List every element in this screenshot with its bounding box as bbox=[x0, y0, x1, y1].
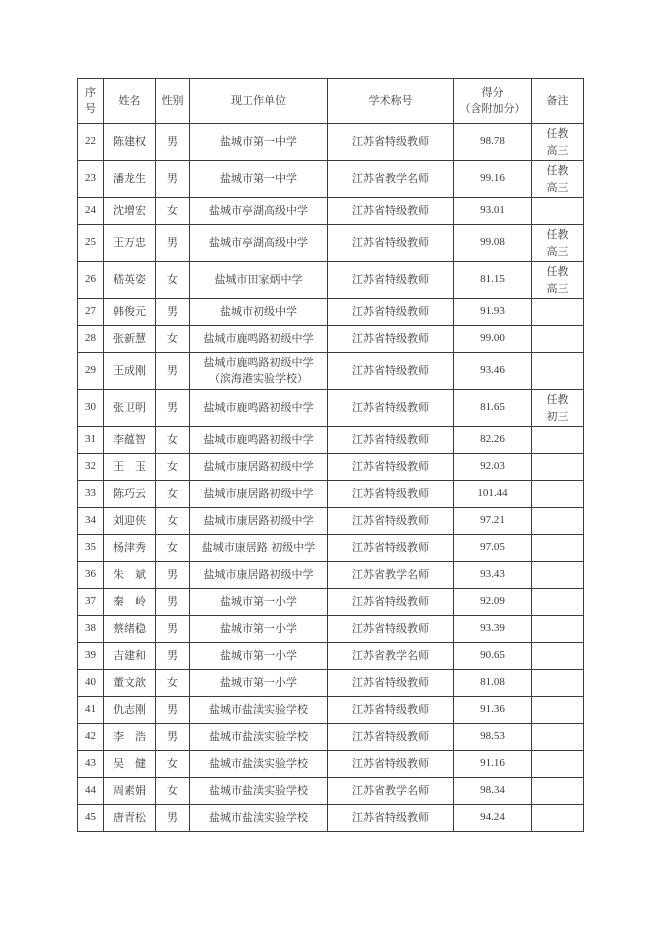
cell-index: 28 bbox=[78, 326, 104, 353]
unit-line: 盐城市田家炳中学 bbox=[214, 273, 303, 287]
table-row bbox=[78, 454, 584, 481]
unit-line: （滨海港实验学校） bbox=[209, 372, 308, 385]
cell-score: 93.46 bbox=[454, 353, 532, 390]
cell-index: 36 bbox=[78, 562, 104, 589]
unit-line: 盐城市康居路初级中学 bbox=[203, 568, 314, 582]
table-row bbox=[78, 724, 584, 751]
header-index: 序 号 bbox=[78, 79, 104, 124]
unit-line: 盐城市康居路初级中学 bbox=[203, 460, 314, 474]
header-row bbox=[78, 79, 584, 124]
cell-unit bbox=[190, 225, 328, 262]
cell-unit bbox=[190, 508, 328, 535]
table-row bbox=[78, 198, 584, 225]
cell-name: 周素娟 bbox=[104, 778, 156, 805]
unit-line: 盐城市康居路初级中学 bbox=[203, 514, 314, 528]
unit-line: 盐城市第一小学 bbox=[220, 595, 297, 609]
cell-index: 43 bbox=[78, 751, 104, 778]
cell-gender: 女 bbox=[156, 326, 190, 353]
table-row bbox=[78, 481, 584, 508]
cell-score: 101.44 bbox=[454, 481, 532, 508]
cell-index: 41 bbox=[78, 697, 104, 724]
cell-index: 39 bbox=[78, 643, 104, 670]
cell-title: 江苏省特级教师 bbox=[328, 535, 454, 562]
cell-unit bbox=[190, 454, 328, 481]
cell-unit bbox=[190, 353, 328, 390]
cell-index: 31 bbox=[78, 427, 104, 454]
cell-remark bbox=[532, 454, 584, 481]
cell-score: 82.26 bbox=[454, 427, 532, 454]
cell-gender: 男 bbox=[156, 724, 190, 751]
table-row bbox=[78, 643, 584, 670]
unit-line: 盐城市初级中学 bbox=[220, 305, 297, 319]
header-remark: 备注 bbox=[532, 79, 584, 124]
cell-remark bbox=[532, 562, 584, 589]
cell-remark bbox=[532, 724, 584, 751]
cell-index: 42 bbox=[78, 724, 104, 751]
cell-name: 刘迎侠 bbox=[104, 508, 156, 535]
cell-title: 江苏省特级教师 bbox=[328, 697, 454, 724]
cell-title: 江苏省特级教师 bbox=[328, 299, 454, 326]
cell-gender: 男 bbox=[156, 589, 190, 616]
cell-name: 嵇英姿 bbox=[104, 262, 156, 299]
cell-name: 董文歆 bbox=[104, 670, 156, 697]
cell-name: 王 玉 bbox=[104, 454, 156, 481]
cell-name: 吴 健 bbox=[104, 751, 156, 778]
cell-title: 江苏省特级教师 bbox=[328, 751, 454, 778]
cell-name: 唐青松 bbox=[104, 805, 156, 832]
cell-remark bbox=[532, 262, 584, 299]
unit-line: 盐城市康居路 初级中学 bbox=[201, 541, 316, 555]
remark-line: 任教 bbox=[546, 264, 569, 278]
cell-title: 江苏省特级教师 bbox=[328, 724, 454, 751]
unit-line: 盐城市盐渎实验学校 bbox=[209, 730, 308, 744]
cell-remark bbox=[532, 670, 584, 697]
cell-name: 韩俊元 bbox=[104, 299, 156, 326]
remark-line: 初三 bbox=[546, 410, 569, 423]
cell-score: 98.78 bbox=[454, 124, 532, 161]
header-title: 学术称号 bbox=[328, 79, 454, 124]
cell-score: 97.21 bbox=[454, 508, 532, 535]
unit-line: 盐城市第一中学 bbox=[220, 172, 297, 186]
cell-remark bbox=[532, 751, 584, 778]
unit-line: 盐城市第一小学 bbox=[220, 676, 297, 690]
cell-index: 44 bbox=[78, 778, 104, 805]
cell-remark bbox=[532, 124, 584, 161]
cell-gender: 女 bbox=[156, 454, 190, 481]
cell-title: 江苏省特级教师 bbox=[328, 670, 454, 697]
cell-index: 32 bbox=[78, 454, 104, 481]
table-row bbox=[78, 670, 584, 697]
cell-title: 江苏省特级教师 bbox=[328, 326, 454, 353]
table-row bbox=[78, 697, 584, 724]
table-row bbox=[78, 589, 584, 616]
cell-unit bbox=[190, 562, 328, 589]
unit-line: 盐城市第一小学 bbox=[220, 649, 297, 663]
cell-index: 22 bbox=[78, 124, 104, 161]
remark-line: 高三 bbox=[546, 245, 569, 258]
cell-name: 潘龙生 bbox=[104, 161, 156, 198]
unit-line: 盐城市盐渎实验学校 bbox=[209, 811, 308, 825]
cell-remark bbox=[532, 198, 584, 225]
cell-name: 王成刚 bbox=[104, 353, 156, 390]
cell-name: 陈建权 bbox=[104, 124, 156, 161]
cell-unit bbox=[190, 427, 328, 454]
cell-gender: 男 bbox=[156, 353, 190, 390]
cell-score: 81.08 bbox=[454, 670, 532, 697]
cell-unit bbox=[190, 697, 328, 724]
cell-name: 仇志刚 bbox=[104, 697, 156, 724]
cell-gender: 女 bbox=[156, 535, 190, 562]
cell-title: 江苏省特级教师 bbox=[328, 198, 454, 225]
cell-title: 江苏省特级教师 bbox=[328, 589, 454, 616]
cell-title: 江苏省教学名师 bbox=[328, 562, 454, 589]
cell-index: 25 bbox=[78, 225, 104, 262]
cell-score: 98.53 bbox=[454, 724, 532, 751]
cell-title: 江苏省特级教师 bbox=[328, 481, 454, 508]
cell-name: 朱 斌 bbox=[104, 562, 156, 589]
cell-unit bbox=[190, 535, 328, 562]
cell-title: 江苏省特级教师 bbox=[328, 124, 454, 161]
cell-gender: 男 bbox=[156, 643, 190, 670]
cell-remark bbox=[532, 589, 584, 616]
cell-remark bbox=[532, 643, 584, 670]
cell-title: 江苏省教学名师 bbox=[328, 643, 454, 670]
cell-index: 29 bbox=[78, 353, 104, 390]
cell-score: 94.24 bbox=[454, 805, 532, 832]
cell-unit bbox=[190, 616, 328, 643]
cell-unit bbox=[190, 124, 328, 161]
cell-remark bbox=[532, 805, 584, 832]
header-score: 得分 （含附加分） bbox=[454, 79, 532, 124]
table-row bbox=[78, 124, 584, 161]
unit-line: 盐城市鹿鸣路初级中学 bbox=[203, 356, 314, 370]
table-row bbox=[78, 616, 584, 643]
cell-gender: 女 bbox=[156, 508, 190, 535]
cell-remark bbox=[532, 353, 584, 390]
cell-score: 93.43 bbox=[454, 562, 532, 589]
cell-unit bbox=[190, 724, 328, 751]
cell-index: 40 bbox=[78, 670, 104, 697]
cell-score: 92.03 bbox=[454, 454, 532, 481]
cell-score: 93.39 bbox=[454, 616, 532, 643]
header-unit: 现工作单位 bbox=[190, 79, 328, 124]
cell-unit bbox=[190, 778, 328, 805]
cell-gender: 男 bbox=[156, 161, 190, 198]
cell-name: 蔡绪稳 bbox=[104, 616, 156, 643]
cell-gender: 女 bbox=[156, 262, 190, 299]
unit-line: 盐城市盐渎实验学校 bbox=[209, 784, 308, 798]
cell-gender: 男 bbox=[156, 616, 190, 643]
cell-unit bbox=[190, 805, 328, 832]
remark-line: 任教 bbox=[546, 392, 569, 406]
cell-gender: 男 bbox=[156, 124, 190, 161]
table-row bbox=[78, 562, 584, 589]
cell-remark bbox=[532, 326, 584, 353]
cell-score: 99.00 bbox=[454, 326, 532, 353]
cell-score: 93.01 bbox=[454, 198, 532, 225]
cell-remark bbox=[532, 535, 584, 562]
table-row bbox=[78, 508, 584, 535]
cell-gender: 男 bbox=[156, 805, 190, 832]
cell-name: 吉建和 bbox=[104, 643, 156, 670]
unit-line: 盐城市盐渎实验学校 bbox=[209, 703, 308, 717]
remark-line: 高三 bbox=[546, 181, 569, 194]
table-row bbox=[78, 805, 584, 832]
cell-name: 秦 岭 bbox=[104, 589, 156, 616]
cell-unit bbox=[190, 643, 328, 670]
unit-line: 盐城市第一小学 bbox=[220, 622, 297, 636]
cell-remark bbox=[532, 299, 584, 326]
table-row bbox=[78, 427, 584, 454]
cell-remark bbox=[532, 616, 584, 643]
cell-score: 99.16 bbox=[454, 161, 532, 198]
cell-index: 37 bbox=[78, 589, 104, 616]
unit-line: 盐城市鹿鸣路初级中学 bbox=[203, 401, 314, 415]
cell-title: 江苏省特级教师 bbox=[328, 454, 454, 481]
remark-line: 任教 bbox=[546, 227, 569, 241]
unit-line: 盐城市第一中学 bbox=[220, 135, 297, 149]
cell-unit bbox=[190, 161, 328, 198]
cell-title: 江苏省特级教师 bbox=[328, 805, 454, 832]
cell-score: 81.65 bbox=[454, 390, 532, 427]
cell-score: 90.65 bbox=[454, 643, 532, 670]
remark-line: 任教 bbox=[546, 163, 569, 177]
cell-unit bbox=[190, 751, 328, 778]
cell-gender: 男 bbox=[156, 299, 190, 326]
table-row bbox=[78, 390, 584, 427]
cell-name: 杨津秀 bbox=[104, 535, 156, 562]
cell-index: 35 bbox=[78, 535, 104, 562]
unit-line: 盐城市鹿鸣路初级中学 bbox=[203, 332, 314, 346]
cell-score: 81.15 bbox=[454, 262, 532, 299]
table-row bbox=[78, 262, 584, 299]
cell-name: 李 浩 bbox=[104, 724, 156, 751]
cell-title: 江苏省特级教师 bbox=[328, 390, 454, 427]
cell-score: 92.09 bbox=[454, 589, 532, 616]
cell-index: 45 bbox=[78, 805, 104, 832]
cell-title: 江苏省特级教师 bbox=[328, 508, 454, 535]
cell-remark bbox=[532, 390, 584, 427]
cell-gender: 女 bbox=[156, 427, 190, 454]
cell-gender: 男 bbox=[156, 390, 190, 427]
table-row bbox=[78, 535, 584, 562]
table-row bbox=[78, 225, 584, 262]
cell-score: 98.34 bbox=[454, 778, 532, 805]
cell-index: 38 bbox=[78, 616, 104, 643]
cell-index: 26 bbox=[78, 262, 104, 299]
cell-unit bbox=[190, 262, 328, 299]
cell-title: 江苏省教学名师 bbox=[328, 161, 454, 198]
cell-name: 李蕴智 bbox=[104, 427, 156, 454]
cell-remark bbox=[532, 778, 584, 805]
cell-remark bbox=[532, 697, 584, 724]
cell-name: 张新慧 bbox=[104, 326, 156, 353]
cell-remark bbox=[532, 427, 584, 454]
remark-line: 高三 bbox=[546, 282, 569, 295]
cell-index: 24 bbox=[78, 198, 104, 225]
cell-score: 91.16 bbox=[454, 751, 532, 778]
cell-score: 91.93 bbox=[454, 299, 532, 326]
cell-title: 江苏省特级教师 bbox=[328, 262, 454, 299]
cell-name: 王万忠 bbox=[104, 225, 156, 262]
cell-name: 张卫明 bbox=[104, 390, 156, 427]
remark-line: 任教 bbox=[546, 126, 569, 140]
unit-line: 盐城市亭湖高级中学 bbox=[209, 236, 308, 250]
table-row bbox=[78, 326, 584, 353]
cell-unit bbox=[190, 326, 328, 353]
cell-index: 34 bbox=[78, 508, 104, 535]
table-row bbox=[78, 353, 584, 390]
cell-gender: 男 bbox=[156, 562, 190, 589]
cell-remark bbox=[532, 508, 584, 535]
cell-name: 沈增宏 bbox=[104, 198, 156, 225]
unit-line: 盐城市亭湖高级中学 bbox=[209, 204, 308, 218]
cell-score: 91.36 bbox=[454, 697, 532, 724]
cell-unit bbox=[190, 390, 328, 427]
cell-title: 江苏省特级教师 bbox=[328, 427, 454, 454]
unit-line: 盐城市盐渎实验学校 bbox=[209, 757, 308, 771]
cell-gender: 女 bbox=[156, 670, 190, 697]
table-row bbox=[78, 751, 584, 778]
unit-line: 盐城市康居路初级中学 bbox=[203, 487, 314, 501]
cell-title: 江苏省特级教师 bbox=[328, 616, 454, 643]
cell-index: 27 bbox=[78, 299, 104, 326]
unit-line: 盐城市鹿鸣路初级中学 bbox=[203, 433, 314, 447]
cell-unit bbox=[190, 589, 328, 616]
cell-name: 陈巧云 bbox=[104, 481, 156, 508]
cell-remark bbox=[532, 481, 584, 508]
table-row bbox=[78, 299, 584, 326]
cell-gender: 女 bbox=[156, 198, 190, 225]
cell-gender: 男 bbox=[156, 697, 190, 724]
table-body bbox=[78, 124, 584, 832]
cell-unit bbox=[190, 299, 328, 326]
cell-remark bbox=[532, 161, 584, 198]
cell-unit bbox=[190, 481, 328, 508]
header-gender: 性别 bbox=[156, 79, 190, 124]
cell-remark bbox=[532, 225, 584, 262]
cell-score: 99.08 bbox=[454, 225, 532, 262]
cell-unit bbox=[190, 670, 328, 697]
cell-gender: 女 bbox=[156, 481, 190, 508]
cell-index: 33 bbox=[78, 481, 104, 508]
cell-title: 江苏省特级教师 bbox=[328, 225, 454, 262]
teacher-roster-table bbox=[77, 78, 584, 832]
table-row bbox=[78, 778, 584, 805]
header-name: 姓名 bbox=[104, 79, 156, 124]
table-row bbox=[78, 161, 584, 198]
cell-gender: 女 bbox=[156, 778, 190, 805]
cell-title: 江苏省特级教师 bbox=[328, 353, 454, 390]
cell-title: 江苏省教学名师 bbox=[328, 778, 454, 805]
remark-line: 高三 bbox=[546, 144, 569, 157]
cell-index: 23 bbox=[78, 161, 104, 198]
cell-gender: 女 bbox=[156, 751, 190, 778]
cell-index: 30 bbox=[78, 390, 104, 427]
cell-gender: 男 bbox=[156, 225, 190, 262]
cell-unit bbox=[190, 198, 328, 225]
cell-score: 97.05 bbox=[454, 535, 532, 562]
